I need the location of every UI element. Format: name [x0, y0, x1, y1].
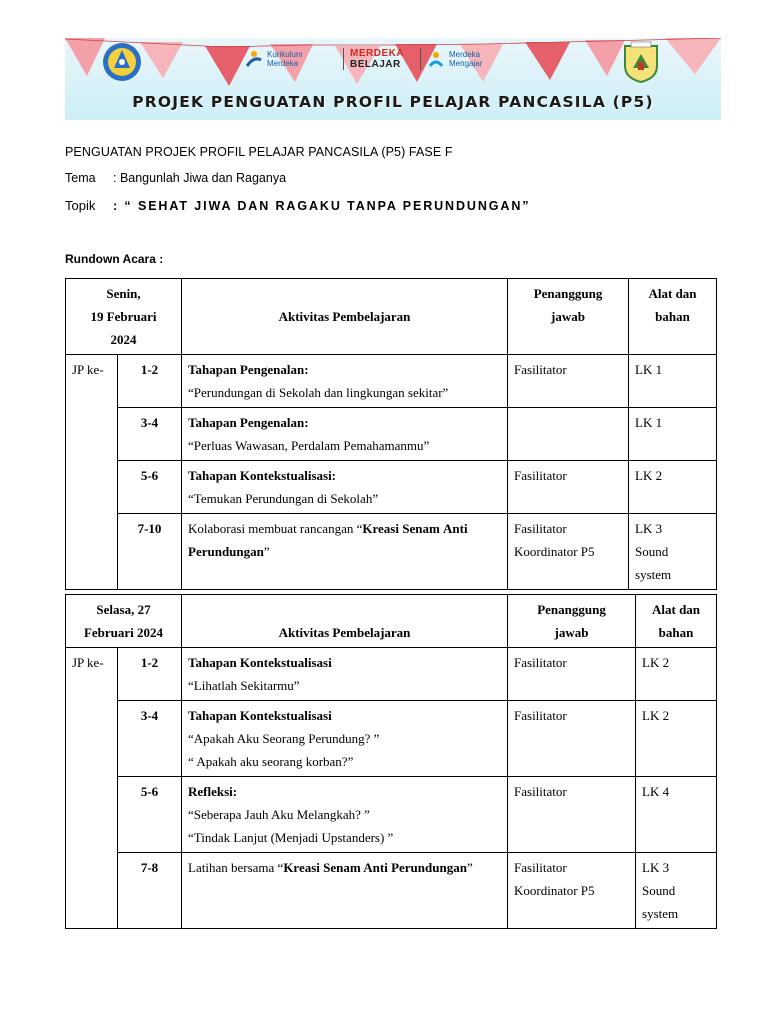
- jp-label: JP ke-: [66, 648, 118, 929]
- activity-desc: “Tindak Lanjut (Menjadi Upstanders) ”: [188, 830, 394, 845]
- table-row: [66, 461, 717, 514]
- activity-cell: [182, 408, 508, 461]
- jp-number: 1-2: [118, 648, 182, 701]
- topik-label: Topik: [65, 198, 96, 213]
- activity-desc: “Apakah Aku Seorang Perundung? ”: [188, 731, 380, 746]
- activity-bold-text-2: Perundungan: [391, 860, 467, 875]
- tools-cell: LK 1: [629, 355, 717, 408]
- day-text: Senin,: [106, 286, 141, 301]
- activity-desc: “Seberapa Jauh Aku Melangkah? ”: [188, 807, 370, 822]
- activity-title: Refleksi:: [188, 784, 238, 799]
- activity-text-end: ”: [263, 544, 270, 559]
- activity-text: Latihan bersama “: [188, 860, 284, 875]
- activity-title: Tahapan Pengenalan:: [188, 415, 309, 430]
- jp-number: 5-6: [118, 461, 182, 514]
- activity-cell: [182, 648, 508, 701]
- topik-line: [65, 198, 530, 213]
- day-text: Selasa, 27: [96, 602, 151, 617]
- jp-label: JP ke-: [66, 355, 118, 590]
- tools-cell: LK 2: [629, 461, 717, 514]
- merdeka-text: MERDEKA: [350, 47, 405, 59]
- tools-header-line2: bahan: [655, 309, 690, 324]
- jp-number: 7-10: [118, 514, 182, 590]
- logo-divider: [420, 48, 421, 70]
- activity-text: Kolaborasi membuat rancangan “: [188, 521, 363, 536]
- activity-cell: [182, 514, 508, 590]
- jp-number: 1-2: [118, 355, 182, 408]
- schedule-table-monday: [65, 278, 717, 590]
- activity-desc: “Perundungan di Sekolah dan lingkungan sekitar”: [188, 385, 449, 400]
- year-text: 2024: [110, 332, 137, 347]
- activity-title: Tahapan Pengenalan:: [188, 362, 309, 377]
- activity-cell: [182, 355, 508, 408]
- activity-bold-text: Kreasi Senam: [362, 521, 440, 536]
- activity-title: Tahapan Kontekstualisasi:: [188, 468, 337, 483]
- jp-number: 7-8: [118, 853, 182, 929]
- tools-line: system: [635, 567, 672, 582]
- tools-cell: LK 1: [629, 408, 717, 461]
- table-row: [66, 648, 717, 701]
- pj-cell: [508, 408, 629, 461]
- table-row: [66, 355, 717, 408]
- banner-title: PROJEK PENGUATAN PROFIL PELAJAR PANCASILA (P5): [132, 93, 654, 111]
- logo-divider: [343, 48, 344, 70]
- schedule-table-tuesday: [65, 594, 717, 929]
- tools-cell: [636, 853, 717, 929]
- pj-line: Fasilitator: [514, 860, 567, 875]
- tools-header-line1: Alat dan: [651, 602, 701, 617]
- activity-title: Tahapan Kontekstualisasi: [188, 708, 332, 723]
- table-row: [66, 408, 717, 461]
- tools-header: [636, 595, 717, 648]
- activity-desc: “Lihatlah Sekitarmu”: [188, 678, 300, 693]
- pj-line: Koordinator P5: [514, 544, 595, 559]
- tools-header-line2: bahan: [658, 625, 694, 640]
- pj-header-line1: Penanggung: [533, 286, 603, 301]
- merdeka-mengajar-logo: [427, 46, 482, 72]
- tools-cell: LK 2: [636, 648, 717, 701]
- pj-line: Fasilitator: [514, 521, 567, 536]
- tools-line: LK 3: [635, 521, 663, 536]
- activity-desc: “ Apakah aku seorang korban?”: [188, 754, 354, 769]
- rundown-label: Rundown Acara :: [65, 252, 164, 266]
- pj-cell: Fasilitator: [508, 355, 629, 408]
- tema-value: : Bangunlah Jiwa dan Raganya: [113, 171, 287, 185]
- merdeka-mengajar-icon: [427, 50, 445, 68]
- tools-cell: LK 2: [636, 701, 717, 777]
- tools-cell: [629, 514, 717, 590]
- kurikulum-text: Kurikulum: [267, 50, 303, 59]
- kurikulum-merdeka-logo: [245, 46, 303, 72]
- pj-cell: Fasilitator: [508, 461, 629, 514]
- table-row: [66, 701, 717, 777]
- pj-header-line1: Penanggung: [537, 602, 606, 617]
- tools-line: LK 3: [642, 860, 670, 875]
- merdeka-mengajar-text-2: Mengajar: [449, 59, 483, 68]
- date-text: Februari 2024: [83, 625, 164, 640]
- topik-value: : “ SEHAT JIWA DAN RAGAKU TANPA PERUNDUNGAN”: [113, 199, 531, 213]
- belajar-text: BELAJAR: [350, 58, 401, 70]
- school-emblem-logo: [621, 40, 661, 84]
- pj-cell: Fasilitator: [508, 648, 636, 701]
- date-header: [66, 279, 182, 355]
- tools-header: [629, 279, 717, 355]
- activity-cell: [182, 853, 508, 929]
- table-header-row: [66, 279, 717, 355]
- table-row: [66, 777, 717, 853]
- table-header-row: [66, 595, 717, 648]
- pj-header: [508, 279, 629, 355]
- activity-cell: [182, 777, 508, 853]
- kurikulum-merdeka-text: Merdeka: [267, 59, 299, 68]
- pj-cell: Fasilitator: [508, 777, 636, 853]
- pj-cell: [508, 514, 629, 590]
- activity-bold-text-2: Anti Perundungan: [188, 521, 468, 559]
- pj-header: [508, 595, 636, 648]
- pj-cell: Fasilitator: [508, 701, 636, 777]
- tools-header-line1: Alat dan: [648, 286, 697, 301]
- tools-line: Sound: [635, 544, 669, 559]
- activity-header: Aktivitas Pembelajaran: [182, 595, 508, 648]
- activity-header: Aktivitas Pembelajaran: [182, 279, 508, 355]
- activity-text-end: ”: [466, 860, 473, 875]
- jp-number: 3-4: [118, 408, 182, 461]
- pj-cell: [508, 853, 636, 929]
- tools-line: Sound: [642, 883, 676, 898]
- activity-desc: “Temukan Perundungan di Sekolah”: [188, 491, 379, 506]
- tut-wuri-handayani-logo: [99, 41, 145, 83]
- activity-cell: [182, 701, 508, 777]
- date-text: 19 Februari: [90, 309, 157, 324]
- table-row: [66, 853, 717, 929]
- date-header: [66, 595, 182, 648]
- activity-cell: [182, 461, 508, 514]
- pj-header-line2: jawab: [551, 309, 585, 324]
- pj-header-line2: jawab: [554, 625, 589, 640]
- activity-desc: “Perluas Wawasan, Perdalam Pemahamanmu”: [188, 438, 430, 453]
- tools-cell: LK 4: [636, 777, 717, 853]
- kurikulum-icon: [245, 50, 263, 68]
- pj-line: Koordinator P5: [514, 883, 595, 898]
- activity-title: Tahapan Kontekstualisasi: [188, 655, 332, 670]
- header-banner: [65, 38, 721, 120]
- tema-line: [65, 171, 286, 185]
- tema-label: Tema: [65, 171, 96, 185]
- table-row: [66, 514, 717, 590]
- document-heading: PENGUATAN PROJEK PROFIL PELAJAR PANCASILA (P5) FASE F: [65, 145, 453, 159]
- jp-number: 5-6: [118, 777, 182, 853]
- merdeka-mengajar-text-1: Merdeka: [449, 50, 481, 59]
- merdeka-belajar-logo: [350, 46, 404, 72]
- activity-bold-text: Kreasi Senam Anti: [283, 860, 388, 875]
- tools-line: system: [642, 906, 679, 921]
- jp-number: 3-4: [118, 701, 182, 777]
